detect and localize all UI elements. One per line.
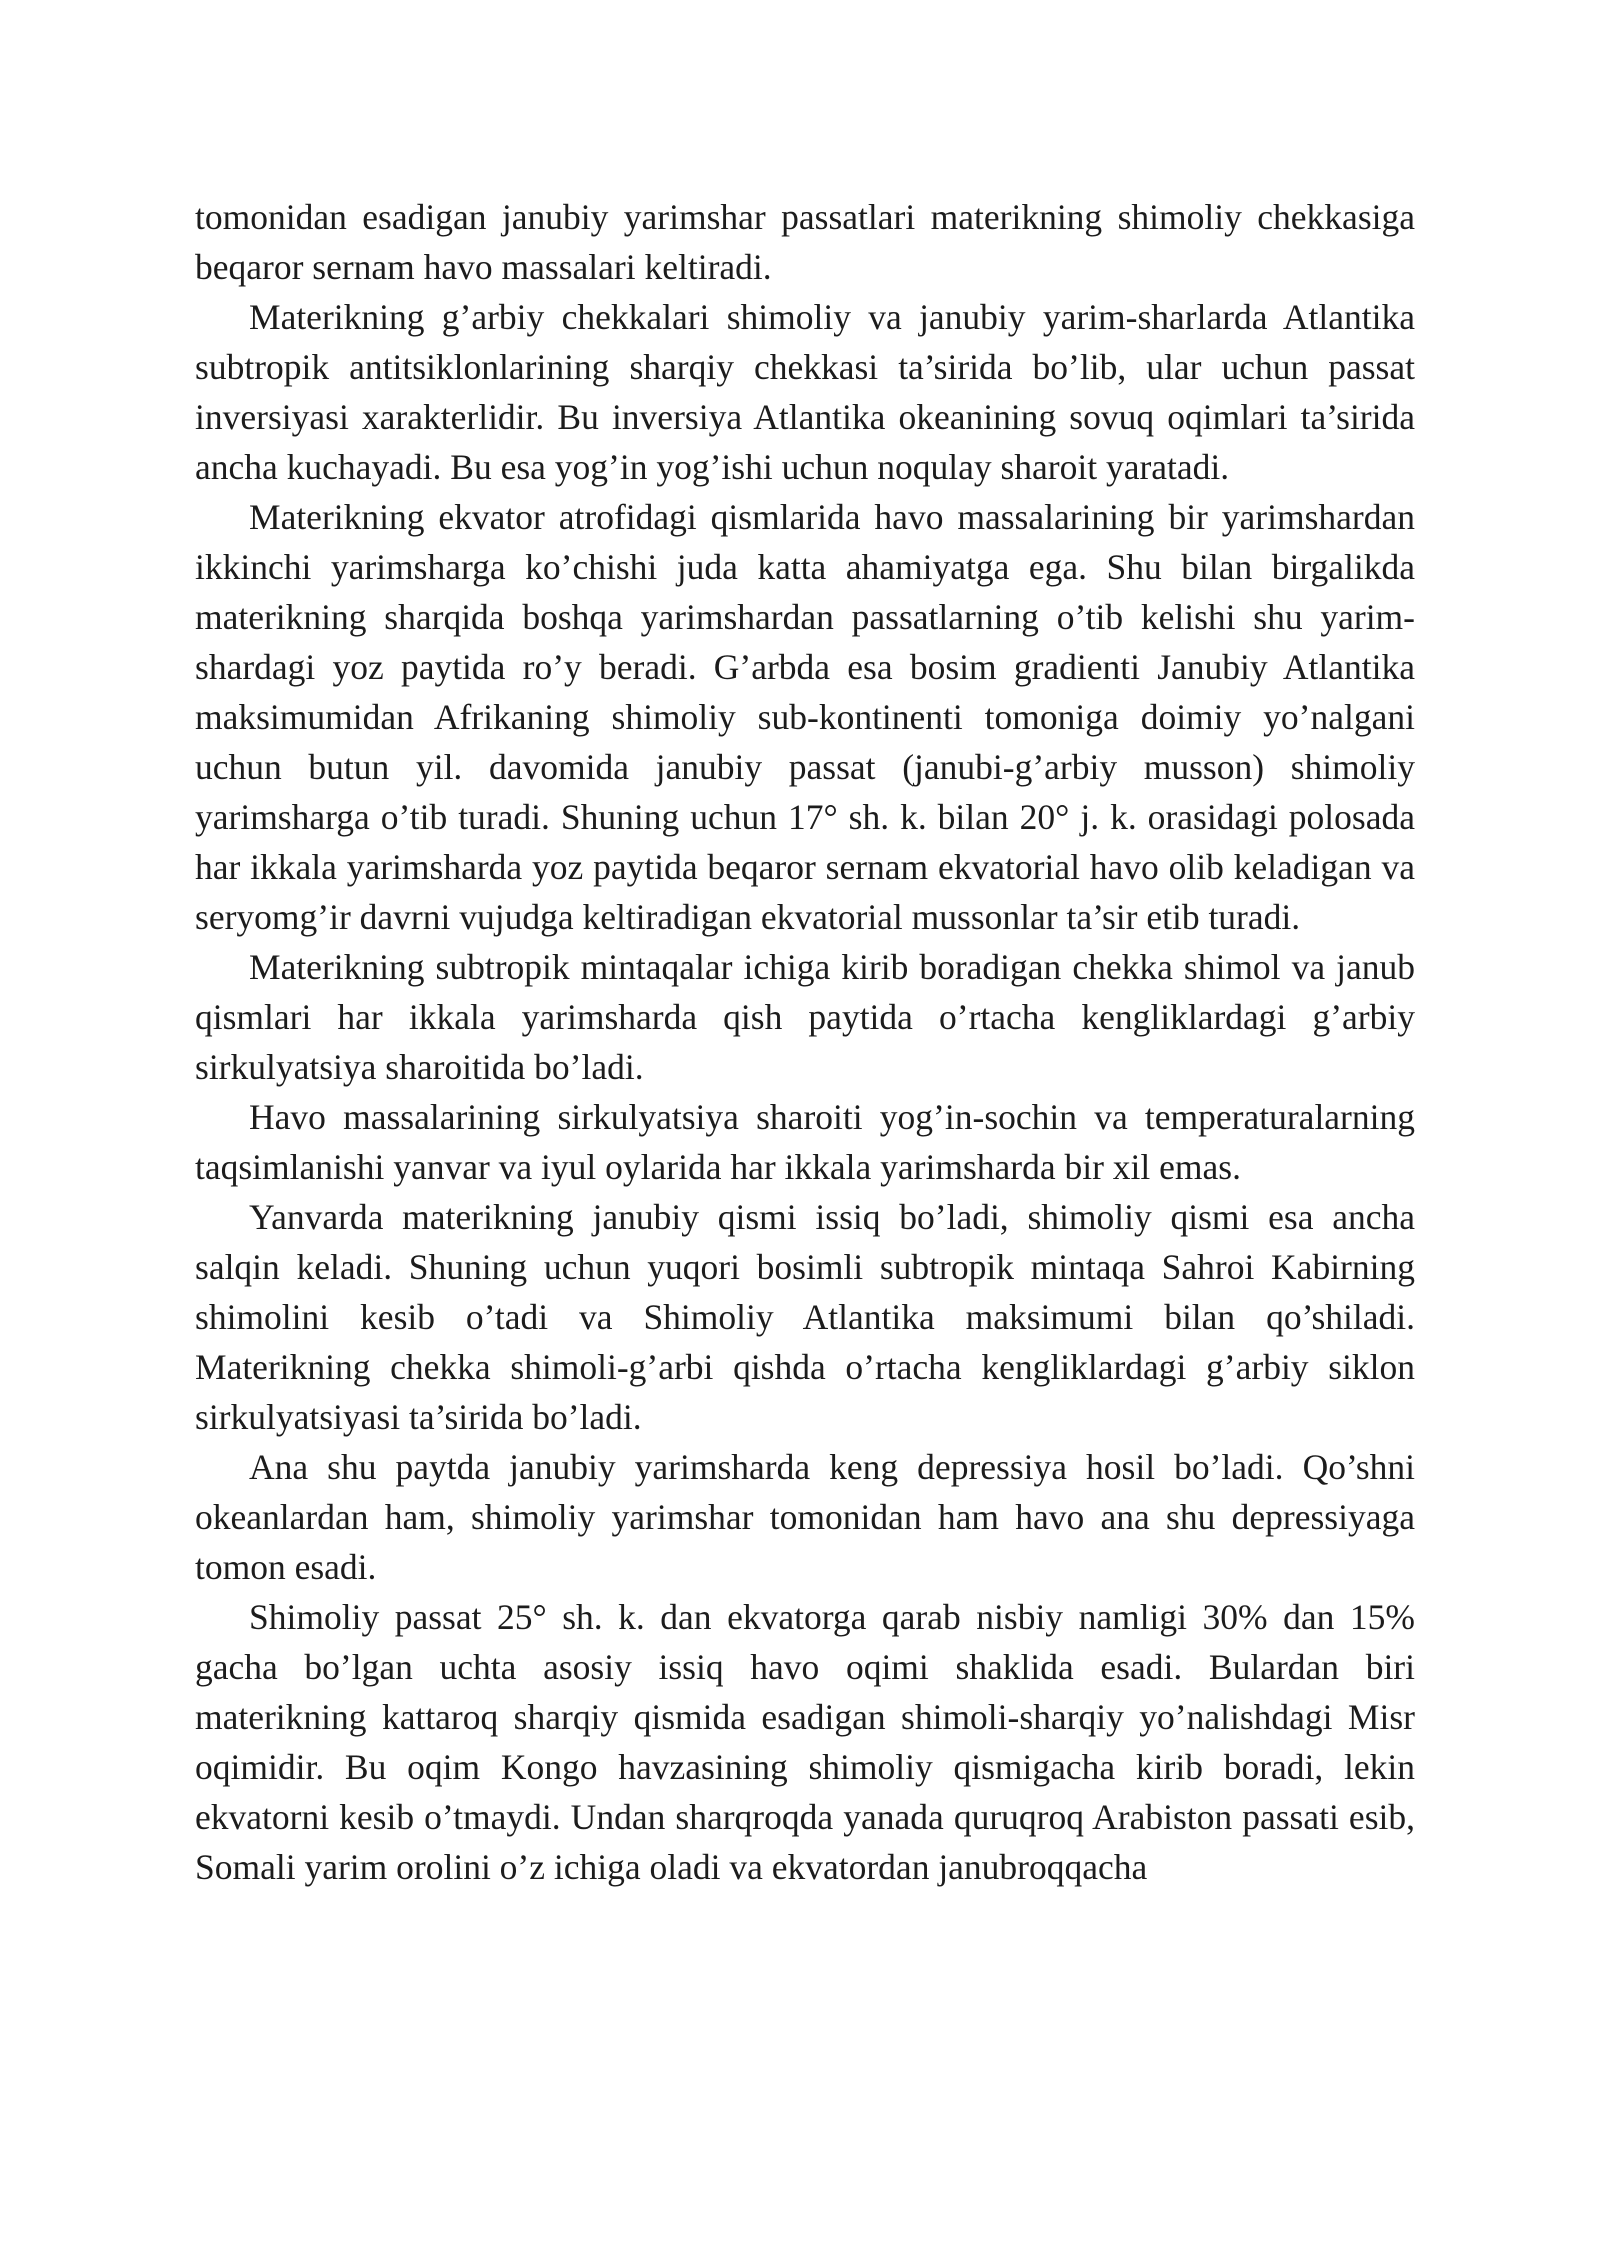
paragraph-4: Materikning subtropik mintaqalar ichiga kirib boradigan chekka shimol va janub qismlari har ikkala yarimsharda qish paytida o’rtacha kengliklardagi g’arbiy sirkulyatsiya sharoitida bo’ladi. xyxy=(195,947,1415,1087)
paragraph-1: tomonidan esadigan janubiy yarimshar passatlari materikning shimoliy chekkasiga beqaror sernam havo massalari keltiradi. xyxy=(195,197,1415,287)
document-page xyxy=(195,192,1415,1892)
paragraph-5: Havo massalarining sirkulyatsiya sharoiti yog’in-sochin va temperaturalarning taqsimlanishi yanvar va iyul oylarida har ikkala yarimsharda bir xil emas. xyxy=(195,1097,1415,1187)
paragraph-7: Ana shu paytda janubiy yarimsharda keng depressiya hosil bo’ladi. Qo’shni okeanlardan ham, shimoliy yarimshar tomonidan ham havo ana shu depressiyaga tomon esadi. xyxy=(195,1447,1415,1587)
paragraph-2: Materikning g’arbiy chekkalari shimoliy va janubiy yarim-sharlarda Atlantika subtropik antitsiklonlarining sharqiy chekkasi ta’sirida bo’lib, ular uchun passat inversiyasi xarakterlidir. Bu inversiya Atlantika okeanining sovuq oqimlari ta’sirida ancha kuchayadi. Bu esa yog’in yog’ishi uchun noqulay sharoit yaratadi. xyxy=(195,297,1415,487)
paragraph-8: Shimoliy passat 25° sh. k. dan ekvatorga qarab nisbiy namligi 30% dan 15% gacha bo’lgan uchta asosiy issiq havo oqimi shaklida esadi. Bulardan biri materikning kattaroq sharqiy qismida esadigan shimoli-sharqiy yo’nalishdagi Misr oqimidir. Bu oqim Kongo havzasining shimoliy qismigacha kirib boradi, lekin ekvatorni kesib o’tmaydi. Undan sharqroqda yanada quruqroq Arabiston passati esib, Somali yarim orolini o’z ichiga oladi va ekvatordan janubroqqacha xyxy=(195,1597,1415,1887)
paragraph-3: Materikning ekvator atrofidagi qismlarida havo massalarining bir yarimshardan ikkinchi yarimsharga ko’chishi juda katta ahamiyatga ega. Shu bilan birgalikda materikning sharqida boshqa yarimshardan passatlarning o’tib kelishi shu yarim-shardagi yoz paytida ro’y beradi. G’arbda esa bosim gradienti Janubiy Atlantika maksimumidan Afrikaning shimoliy sub-kontinenti tomoniga doimiy yo’nalgani uchun butun yil. davomida janubiy passat (janubi-g’arbiy musson) shimoliy yarimsharga o’tib turadi. Shuning uchun 17° sh. k. bilan 20° j. k. orasidagi polosada har ikkala yarimsharda yoz paytida beqaror sernam ekvatorial havo olib keladigan va seryomg’ir davrni vujudga keltiradigan ekvatorial mussonlar ta’sir etib turadi. xyxy=(195,497,1415,937)
paragraph-6: Yanvarda materikning janubiy qismi issiq bo’ladi, shimoliy qismi esa ancha salqin keladi. Shuning uchun yuqori bosimli subtropik mintaqa Sahroi Kabirning shimolini kesib o’tadi va Shimoliy Atlantika maksimumi bilan qo’shiladi. Materikning chekka shimoli-g’arbi qishda o’rtacha kengliklardagi g’arbiy siklon sirkulyatsiyasi ta’sirida bo’ladi. xyxy=(195,1197,1415,1437)
